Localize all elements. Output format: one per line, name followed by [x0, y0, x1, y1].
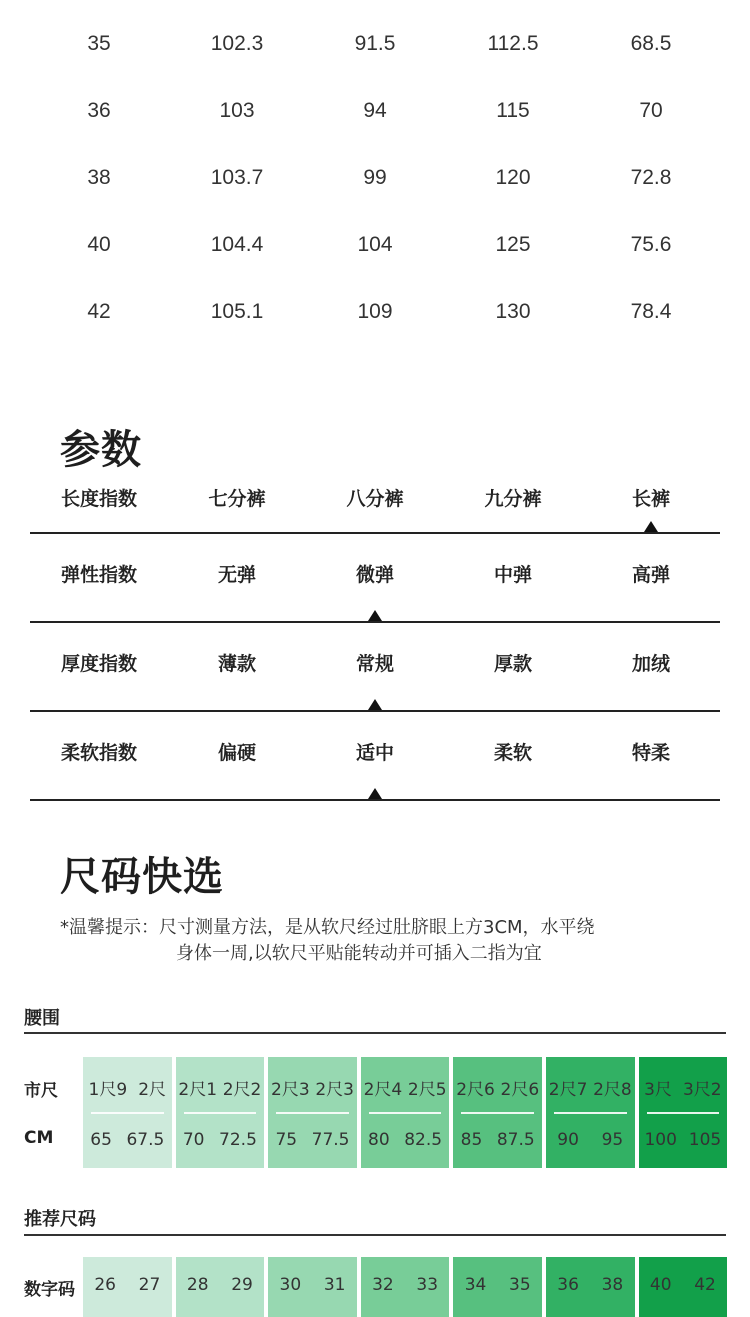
shichi-value: 2尺	[138, 1080, 167, 1100]
number-size-option[interactable]	[268, 1257, 357, 1317]
params-heading: 参数	[60, 427, 142, 473]
number-size-label: 数字码	[24, 1280, 75, 1300]
waist-size-option[interactable]	[268, 1057, 357, 1168]
shichi-value: 2尺7	[548, 1080, 588, 1100]
number-size-values	[453, 1257, 542, 1295]
number-size-value: 40	[649, 1275, 672, 1295]
cm-value: 70	[182, 1130, 205, 1150]
param-option[interactable]: 无弹	[217, 564, 256, 586]
shichi-values	[361, 1057, 450, 1112]
shichi-values	[453, 1057, 542, 1112]
param-option[interactable]: 加绒	[631, 653, 670, 675]
size-table-row	[30, 211, 720, 278]
number-size-values	[268, 1257, 357, 1295]
param-label: 弹性指数	[60, 564, 137, 586]
number-size-values	[361, 1257, 450, 1295]
shichi-value: 2尺6	[456, 1080, 495, 1100]
number-size-value: 35	[509, 1275, 531, 1295]
param-option[interactable]: 偏硬	[217, 742, 256, 764]
shichi-value: 2尺6	[500, 1080, 540, 1100]
size-table	[30, 10, 720, 345]
number-size-values	[83, 1257, 172, 1295]
shichi-values	[268, 1057, 357, 1112]
tip-line-1: *温馨提示：尺寸测量方法，是从软尺经过肚脐眼上方3CM，水平绕	[60, 917, 595, 938]
cm-value: 85	[460, 1130, 483, 1150]
number-size-option[interactable]	[639, 1257, 728, 1317]
size-table-cell: 36	[87, 98, 111, 122]
number-size-value: 33	[416, 1275, 439, 1295]
size-table-cell: 125	[495, 232, 531, 256]
cm-label: CM	[24, 1128, 54, 1148]
number-size-value: 32	[372, 1275, 394, 1295]
size-table-cell: 38	[87, 165, 111, 189]
number-size-option[interactable]	[361, 1257, 450, 1317]
shichi-value: 2尺3	[315, 1080, 354, 1100]
number-size-option[interactable]	[176, 1257, 265, 1317]
param-row	[30, 470, 720, 534]
param-label: 柔软指数	[60, 742, 137, 764]
shichi-value: 3尺	[644, 1080, 672, 1100]
param-option[interactable]: 微弹	[355, 564, 394, 586]
param-option[interactable]: 九分裤	[484, 487, 542, 510]
param-option[interactable]: 长裤	[631, 487, 670, 510]
cm-values	[361, 1114, 450, 1150]
size-table-cell: 120	[495, 165, 531, 189]
cm-values	[176, 1114, 265, 1150]
size-table-row	[30, 77, 720, 144]
param-option[interactable]: 柔软	[493, 742, 532, 764]
size-table-cell: 109	[357, 299, 393, 323]
param-option[interactable]: 适中	[355, 742, 394, 764]
shichi-value: 2尺1	[178, 1080, 218, 1100]
size-table-cell: 91.5	[354, 31, 396, 55]
waist-size-option[interactable]	[546, 1057, 635, 1168]
waist-title: 腰围	[24, 1008, 60, 1029]
cm-value: 72.5	[219, 1130, 257, 1150]
cm-values	[639, 1114, 728, 1150]
waist-blocks	[83, 1057, 727, 1168]
recommend-rule	[24, 1234, 726, 1236]
waist-size-option[interactable]	[453, 1057, 542, 1168]
cm-value: 75	[275, 1130, 298, 1150]
number-size-value: 26	[94, 1275, 116, 1295]
param-option[interactable]: 高弹	[631, 564, 670, 586]
size-table-row	[30, 144, 720, 211]
size-table-cell: 104	[357, 232, 393, 256]
cm-value: 105	[688, 1130, 722, 1150]
param-option[interactable]: 特柔	[631, 742, 670, 764]
number-size-values	[546, 1257, 635, 1295]
waist-size-option[interactable]	[83, 1057, 172, 1168]
param-option[interactable]: 中弹	[493, 564, 532, 586]
size-table-cell: 103.7	[210, 165, 264, 189]
number-size-value: 38	[601, 1275, 624, 1295]
size-table-cell: 70	[639, 98, 663, 122]
cm-value: 82.5	[404, 1130, 443, 1150]
shichi-value: 2尺2	[222, 1080, 262, 1100]
cm-value: 100	[644, 1130, 677, 1150]
size-table-cell: 99	[363, 165, 387, 189]
param-row	[30, 712, 720, 801]
size-table-cell: 40	[87, 232, 111, 256]
shichi-value: 2尺8	[593, 1080, 632, 1100]
waist-size-option[interactable]	[176, 1057, 265, 1168]
size-table-row	[30, 10, 720, 77]
number-size-values	[639, 1257, 728, 1295]
size-table-cell: 102.3	[210, 31, 264, 55]
number-size-value: 36	[557, 1275, 579, 1295]
param-option[interactable]: 八分裤	[346, 487, 404, 510]
size-table-cell: 103	[219, 98, 255, 122]
size-table-row	[30, 278, 720, 345]
size-table-cell: 105.1	[210, 299, 264, 323]
number-size-value: 27	[138, 1275, 161, 1295]
number-size-blocks	[83, 1257, 727, 1317]
shichi-value: 2尺5	[407, 1080, 447, 1100]
cm-value: 95	[601, 1130, 624, 1150]
shichi-values	[176, 1057, 265, 1112]
shichi-value: 2尺3	[271, 1080, 310, 1100]
cm-value: 87.5	[496, 1130, 535, 1150]
cm-values	[453, 1114, 542, 1150]
size-table-cell: 130	[495, 299, 531, 323]
number-size-option[interactable]	[83, 1257, 172, 1317]
size-table-cell: 42	[87, 299, 111, 323]
waist-rule	[24, 1032, 726, 1034]
number-size-option[interactable]	[546, 1257, 635, 1317]
shichi-label: 市尺	[24, 1081, 58, 1101]
cm-value: 80	[368, 1130, 390, 1150]
tip-line-2: 身体一周,以软尺平贴能转动并可插入二指为宜	[176, 943, 542, 964]
number-size-option[interactable]	[453, 1257, 542, 1317]
recommend-title: 推荐尺码	[24, 1209, 96, 1230]
param-row	[30, 534, 720, 623]
number-size-value: 30	[279, 1275, 302, 1295]
size-table-cell: 78.4	[630, 299, 672, 323]
shichi-values	[639, 1057, 728, 1112]
number-size-value: 42	[694, 1275, 716, 1295]
shichi-value: 2尺4	[363, 1080, 403, 1100]
param-option[interactable]: 七分裤	[208, 487, 266, 510]
cm-value: 90	[557, 1130, 579, 1150]
size-table-cell: 68.5	[630, 31, 672, 55]
shichi-values	[546, 1057, 635, 1112]
number-size-value: 31	[323, 1275, 346, 1295]
size-table-cell: 72.8	[630, 165, 672, 189]
waist-size-option[interactable]	[361, 1057, 450, 1168]
number-size-value: 29	[231, 1275, 253, 1295]
param-label: 长度指数	[60, 487, 137, 510]
param-option[interactable]: 常规	[355, 653, 394, 675]
cm-values	[83, 1114, 172, 1150]
param-option[interactable]: 厚款	[493, 653, 532, 675]
measure-tip	[60, 915, 595, 967]
shichi-value: 1尺9	[88, 1080, 128, 1100]
number-size-values	[176, 1257, 265, 1295]
size-table-cell: 115	[496, 98, 530, 122]
waist-size-option[interactable]	[639, 1057, 728, 1168]
quick-size-heading: 尺码快选	[60, 854, 224, 900]
size-table-cell: 112.5	[487, 31, 539, 55]
param-label: 厚度指数	[60, 653, 137, 675]
size-table-cell: 104.4	[210, 232, 264, 256]
param-row	[30, 623, 720, 712]
size-table-cell: 35	[87, 31, 111, 55]
selected-marker-icon	[644, 521, 658, 532]
selected-marker-icon	[368, 788, 382, 799]
cm-values	[546, 1114, 635, 1150]
number-size-value: 34	[464, 1275, 487, 1295]
selected-marker-icon	[368, 610, 382, 621]
cm-values	[268, 1114, 357, 1150]
cm-value: 77.5	[311, 1130, 350, 1150]
param-option[interactable]: 薄款	[217, 653, 256, 675]
size-table-cell: 75.6	[630, 232, 672, 256]
number-size-value: 28	[186, 1275, 209, 1295]
shichi-values	[83, 1057, 172, 1112]
cm-value: 65	[90, 1130, 112, 1150]
shichi-value: 3尺2	[682, 1080, 722, 1100]
params-section	[30, 470, 720, 801]
cm-value: 67.5	[126, 1130, 165, 1150]
selected-marker-icon	[368, 699, 382, 710]
size-table-cell: 94	[363, 98, 387, 122]
